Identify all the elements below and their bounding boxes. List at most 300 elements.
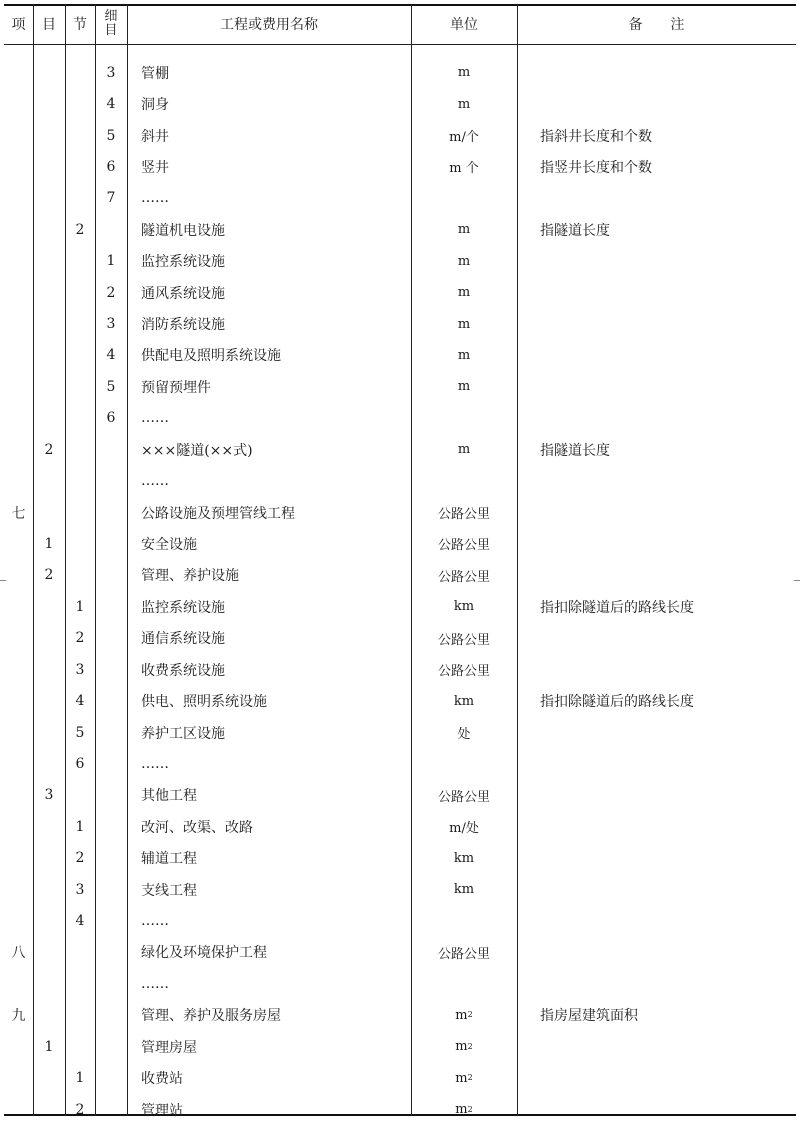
cell-xiang	[4, 560, 33, 591]
cell-mu	[33, 685, 65, 716]
cell-mu	[33, 623, 65, 654]
cell-unit-text: m	[457, 442, 471, 458]
cell-name-text: 监控系统设施	[141, 254, 225, 271]
cell-xiang	[4, 88, 33, 119]
cell-xiang	[4, 780, 33, 811]
cell-xiang	[4, 1031, 33, 1062]
cell-xiang	[4, 1062, 33, 1093]
cell-unit	[411, 685, 517, 716]
cell-unit-text: 处	[457, 727, 471, 742]
cell-mu-text: 3	[44, 787, 54, 804]
cell-unit-text: m/个	[449, 130, 479, 146]
cell-ximu	[95, 308, 127, 339]
cell-xiang	[4, 843, 33, 874]
table-row	[4, 497, 796, 528]
cell-jie	[65, 340, 95, 371]
cell-mu	[33, 403, 65, 434]
cell-xiang	[4, 717, 33, 748]
cell-name-text: 收费系统设施	[141, 662, 225, 679]
header-unit: 单位	[450, 17, 478, 33]
cell-ximu	[95, 497, 127, 528]
cell-name	[141, 183, 411, 214]
cell-mu	[33, 434, 65, 465]
table-row	[4, 937, 796, 968]
cell-unit-text: m	[457, 222, 471, 238]
cell-name	[141, 905, 411, 936]
cell-xiang	[4, 434, 33, 465]
cell-name-text: ……	[141, 755, 169, 772]
cell-ximu-text: 6	[106, 158, 116, 175]
cell-note	[540, 88, 796, 119]
cell-jie	[65, 403, 95, 434]
cell-name-text: 斜井	[141, 128, 169, 145]
cell-mu	[33, 1094, 65, 1125]
header-divider	[4, 44, 796, 45]
cell-note	[540, 277, 796, 308]
cell-mu	[33, 1000, 65, 1031]
cell-xiang	[4, 874, 33, 905]
cell-note	[540, 1031, 796, 1062]
cell-unit	[411, 88, 517, 119]
cell-name-text: 公路设施及预埋管线工程	[141, 505, 295, 522]
cell-unit	[411, 57, 517, 88]
cell-unit-text: m	[455, 1070, 468, 1086]
cell-mu	[33, 968, 65, 999]
cell-unit	[411, 623, 517, 654]
cell-unit	[411, 120, 517, 151]
cell-note	[540, 434, 796, 465]
cell-xiang-text: 八	[11, 945, 26, 962]
cell-name-text: ……	[141, 410, 169, 427]
cell-unit-text: m	[457, 65, 471, 81]
cell-name-text: 监控系统设施	[141, 599, 225, 616]
cell-name	[141, 874, 411, 905]
cell-unit-text: m	[457, 285, 471, 301]
cell-ximu	[95, 88, 127, 119]
cell-name	[141, 780, 411, 811]
cell-unit	[411, 277, 517, 308]
cell-ximu	[95, 748, 127, 779]
table-row	[4, 434, 796, 465]
cell-jie	[65, 371, 95, 402]
cell-jie	[65, 214, 95, 245]
table-row	[4, 1094, 796, 1125]
cell-ximu-text: 6	[106, 410, 116, 427]
cell-xiang	[4, 465, 33, 496]
cell-name-text: 管理站	[141, 1102, 183, 1119]
cell-unit	[411, 214, 517, 245]
cell-note	[540, 465, 796, 496]
cell-mu-text: 1	[44, 535, 54, 552]
cell-name	[141, 497, 411, 528]
header-ximu	[95, 4, 127, 44]
cell-jie	[65, 905, 95, 936]
cell-name	[141, 1000, 411, 1031]
cell-unit	[411, 371, 517, 402]
table-row	[4, 968, 796, 999]
cell-name-text: 供电、照明系统设施	[141, 694, 267, 711]
cell-mu	[33, 1062, 65, 1093]
cell-jie	[65, 277, 95, 308]
cell-ximu-text: 5	[106, 378, 116, 395]
cell-note	[540, 371, 796, 402]
cell-jie	[65, 57, 95, 88]
cell-mu	[33, 88, 65, 119]
cell-ximu	[95, 214, 127, 245]
table-row	[4, 717, 796, 748]
cell-note	[540, 1094, 796, 1125]
cell-jie	[65, 937, 95, 968]
cell-jie	[65, 183, 95, 214]
cell-jie-text: 1	[75, 598, 85, 615]
cell-xiang	[4, 246, 33, 277]
cell-xiang	[4, 528, 33, 559]
cell-name	[141, 717, 411, 748]
cell-note	[540, 183, 796, 214]
table-row	[4, 843, 796, 874]
cell-unit: m 2	[455, 1007, 473, 1023]
cell-unit	[411, 403, 517, 434]
cell-xiang	[4, 214, 33, 245]
cell-ximu	[95, 843, 127, 874]
cell-ximu	[95, 120, 127, 151]
cell-unit-text: 公路公里	[437, 569, 490, 585]
cell-unit-text: 公路公里	[437, 632, 490, 648]
table-row	[4, 1000, 796, 1031]
table-row	[4, 340, 796, 371]
table-row	[4, 277, 796, 308]
cell-unit-text: 公路公里	[437, 507, 490, 523]
cell-jie-text: 4	[75, 913, 85, 930]
cell-unit-text: m	[455, 1039, 468, 1055]
cell-name-text: 消防系统设施	[141, 317, 225, 334]
cell-note	[540, 874, 796, 905]
cell-name-text: 通信系统设施	[141, 631, 225, 648]
cell-unit-text: m	[455, 1102, 468, 1118]
table-row	[4, 151, 796, 182]
header-xiang: 项	[11, 17, 26, 33]
cell-ximu-text: 7	[106, 190, 116, 207]
cell-mu	[33, 151, 65, 182]
cell-jie-text: 2	[75, 1101, 85, 1118]
cell-unit-text: m	[457, 253, 471, 269]
cell-unit-text: km	[453, 599, 475, 615]
cell-name	[141, 214, 411, 245]
cell-note	[540, 968, 796, 999]
cell-name	[141, 277, 411, 308]
table-row	[4, 591, 796, 622]
cell-xiang-text: 九	[11, 1008, 26, 1025]
cell-jie	[65, 560, 95, 591]
cell-name	[141, 371, 411, 402]
cell-name-text: 管理、养护及服务房屋	[141, 1008, 281, 1025]
cell-unit-text: km	[453, 882, 475, 898]
cell-note-text: 指隧道长度	[540, 442, 610, 459]
cell-xiang	[4, 968, 33, 999]
cell-mu	[33, 1031, 65, 1062]
cell-name	[141, 748, 411, 779]
cell-jie	[65, 246, 95, 277]
cell-note-text: 指隧道长度	[540, 222, 610, 239]
scan-edge-mark	[0, 580, 6, 581]
cell-mu	[33, 811, 65, 842]
table-row	[4, 465, 796, 496]
cell-note	[540, 120, 796, 151]
cell-xiang	[4, 308, 33, 339]
cell-jie-text: 2	[75, 630, 85, 647]
cell-mu	[33, 748, 65, 779]
cell-ximu	[95, 183, 127, 214]
cell-xiang	[4, 1000, 33, 1031]
cell-xiang	[4, 905, 33, 936]
cell-name	[141, 1031, 411, 1062]
cell-note	[540, 654, 796, 685]
cell-mu-text: 1	[44, 1038, 54, 1055]
cell-name	[141, 1094, 411, 1125]
cell-mu-text: 2	[44, 567, 54, 584]
table-row	[4, 1031, 796, 1062]
cell-xiang	[4, 811, 33, 842]
scan-edge-mark	[794, 580, 800, 581]
table-row	[4, 780, 796, 811]
cell-jie	[65, 717, 95, 748]
cell-note	[540, 403, 796, 434]
cell-mu	[33, 905, 65, 936]
cell-note	[540, 57, 796, 88]
table-row	[4, 246, 796, 277]
cell-unit	[411, 874, 517, 905]
cell-mu	[33, 528, 65, 559]
cell-name	[141, 340, 411, 371]
cell-ximu	[95, 654, 127, 685]
cell-name-text: 预留预埋件	[141, 379, 211, 396]
cell-note	[540, 811, 796, 842]
cell-jie-text: 2	[75, 850, 85, 867]
cell-xiang-text: 七	[11, 505, 26, 522]
cell-jie-text: 3	[75, 661, 85, 678]
cell-unit	[411, 843, 517, 874]
cell-jie	[65, 528, 95, 559]
header-jie: 节	[73, 17, 87, 33]
cell-name	[141, 465, 411, 496]
cell-xiang	[4, 748, 33, 779]
cell-name-text: 通风系统设施	[141, 285, 225, 302]
cell-unit	[411, 246, 517, 277]
cell-jie	[65, 1094, 95, 1125]
cell-xiang	[4, 623, 33, 654]
cell-name	[141, 968, 411, 999]
cell-name	[141, 654, 411, 685]
cell-jie-text: 5	[75, 724, 85, 741]
header-name: 工程或费用名称	[220, 17, 318, 33]
cell-unit-text: m 个	[449, 161, 479, 177]
cell-unit-text: km	[453, 850, 475, 866]
cell-mu	[33, 717, 65, 748]
cell-name-text: ……	[141, 190, 169, 207]
cell-note	[540, 717, 796, 748]
cell-name-text: 改河、改渠、改路	[141, 819, 253, 836]
cell-jie	[65, 1000, 95, 1031]
cell-unit: m 2	[455, 1070, 473, 1086]
cell-note	[540, 685, 796, 716]
cell-ximu-text: 3	[106, 64, 116, 81]
cell-ximu	[95, 434, 127, 465]
cell-mu	[33, 246, 65, 277]
table-row	[4, 57, 796, 88]
cell-note	[540, 1062, 796, 1093]
header-mu: 目	[42, 17, 56, 33]
table-row	[4, 874, 796, 905]
cell-unit	[411, 560, 517, 591]
cell-xiang	[4, 151, 33, 182]
cell-unit	[411, 717, 517, 748]
cell-xiang	[4, 277, 33, 308]
cell-unit-text: m	[457, 96, 471, 112]
cell-ximu	[95, 780, 127, 811]
cell-note-text: 指扣除隧道后的路线长度	[540, 599, 694, 616]
cell-ximu-text: 4	[106, 96, 116, 113]
cell-jie	[65, 811, 95, 842]
cell-name	[141, 246, 411, 277]
cell-name-text: ……	[141, 975, 169, 992]
cell-note	[540, 1000, 796, 1031]
cell-name-text: 辅道工程	[141, 851, 197, 868]
cell-ximu-text: 3	[106, 316, 116, 333]
cell-mu	[33, 57, 65, 88]
cell-name	[141, 528, 411, 559]
table-row	[4, 403, 796, 434]
cell-name	[141, 685, 411, 716]
cell-name-text: 隧道机电设施	[141, 222, 225, 239]
cell-unit: m 2	[455, 1039, 473, 1055]
cell-jie	[65, 874, 95, 905]
cell-note	[540, 340, 796, 371]
cell-jie-text: 1	[75, 818, 85, 835]
cell-mu	[33, 465, 65, 496]
cell-name-text: 其他工程	[141, 788, 197, 805]
cell-name-text: 支线工程	[141, 882, 197, 899]
cell-ximu	[95, 246, 127, 277]
cell-ximu	[95, 591, 127, 622]
table-row	[4, 811, 796, 842]
cell-xiang	[4, 1094, 33, 1125]
cell-name-text: 竖井	[141, 159, 169, 176]
cell-unit	[411, 308, 517, 339]
table-row	[4, 748, 796, 779]
cell-ximu	[95, 528, 127, 559]
cell-name	[141, 811, 411, 842]
cell-name	[141, 560, 411, 591]
cell-name	[141, 57, 411, 88]
header-ximu-top: 细	[104, 9, 118, 24]
cell-unit	[411, 937, 517, 968]
cell-name-text: 洞身	[141, 97, 169, 114]
cell-unit	[411, 811, 517, 842]
cost-item-table	[4, 4, 796, 1119]
cell-note	[540, 214, 796, 245]
cell-unit	[411, 151, 517, 182]
cell-jie-text: 2	[75, 221, 85, 238]
cell-mu	[33, 654, 65, 685]
cell-name-text: ×××隧道(××式)	[141, 442, 253, 459]
cell-name	[141, 308, 411, 339]
cell-name	[141, 120, 411, 151]
cell-ximu	[95, 1094, 127, 1125]
cell-ximu	[95, 1062, 127, 1093]
cell-ximu	[95, 465, 127, 496]
cell-jie	[65, 434, 95, 465]
cell-unit-text: m	[457, 347, 471, 363]
cell-name	[141, 937, 411, 968]
cell-unit-text: m/处	[449, 821, 479, 837]
cell-jie-text: 6	[75, 755, 85, 772]
cell-unit	[411, 497, 517, 528]
cell-xiang	[4, 654, 33, 685]
cell-jie	[65, 591, 95, 622]
cell-name-text: 管棚	[141, 65, 169, 82]
cell-name-text: ……	[141, 473, 169, 490]
cell-ximu	[95, 937, 127, 968]
cell-note	[540, 780, 796, 811]
cell-mu	[33, 560, 65, 591]
cell-mu	[33, 874, 65, 905]
cell-jie	[65, 623, 95, 654]
cell-xiang	[4, 340, 33, 371]
cell-note	[540, 151, 796, 182]
cell-jie	[65, 497, 95, 528]
table-row	[4, 623, 796, 654]
table-row	[4, 371, 796, 402]
cell-note	[540, 308, 796, 339]
cell-ximu-text: 5	[106, 127, 116, 144]
cell-jie-text: 3	[75, 881, 85, 898]
cell-xiang	[4, 403, 33, 434]
cell-unit	[411, 340, 517, 371]
cell-ximu	[95, 371, 127, 402]
cell-jie	[65, 465, 95, 496]
cell-unit	[411, 654, 517, 685]
cell-name	[141, 434, 411, 465]
cell-unit: m 2	[455, 1102, 473, 1118]
cell-mu	[33, 308, 65, 339]
cell-xiang	[4, 57, 33, 88]
cell-jie-text: 4	[75, 693, 85, 710]
cell-name-text: 安全设施	[141, 536, 197, 553]
cell-unit	[411, 968, 517, 999]
cell-jie	[65, 1031, 95, 1062]
cell-note-text: 指扣除隧道后的路线长度	[540, 694, 694, 711]
cell-unit	[411, 591, 517, 622]
cell-name-text: 供配电及照明系统设施	[141, 348, 281, 365]
cell-unit-text: km	[453, 693, 475, 709]
cell-name	[141, 1062, 411, 1093]
table-row	[4, 214, 796, 245]
cell-xiang	[4, 120, 33, 151]
cell-unit	[411, 434, 517, 465]
cell-ximu	[95, 277, 127, 308]
cell-note-text: 指房屋建筑面积	[540, 1008, 638, 1025]
cell-jie	[65, 685, 95, 716]
table-row	[4, 183, 796, 214]
cell-unit-text: 公路公里	[437, 538, 490, 554]
cell-ximu	[95, 685, 127, 716]
cell-ximu	[95, 1000, 127, 1031]
table-row	[4, 685, 796, 716]
cell-xiang	[4, 937, 33, 968]
cell-mu	[33, 497, 65, 528]
cell-jie	[65, 968, 95, 999]
cell-ximu	[95, 623, 127, 654]
